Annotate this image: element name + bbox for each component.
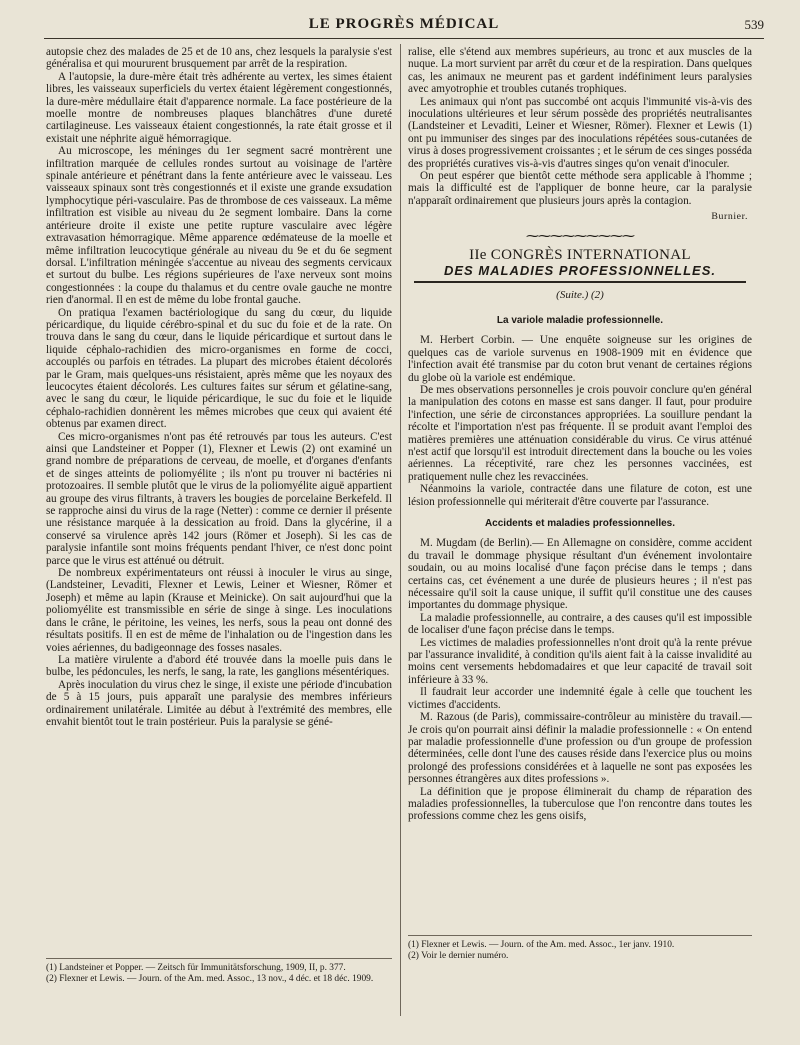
column-divider <box>400 44 401 1016</box>
footnote: (2) Flexner et Lewis. — Journ. of the Am. med. Assoc., 13 nov., 4 déc. et 18 déc. 1909. <box>46 974 374 984</box>
paragraph: La matière virulente a d'abord été trouvée dans la moelle puis dans le bulbe, les pédoncules, les nerfs, le sang, la rate, les ganglions mésentériques. <box>46 653 392 679</box>
left-column <box>46 46 392 728</box>
footnotes-left <box>46 958 392 985</box>
paragraph: M. Razous (de Paris), commissaire-contrôleur au ministère du travail.— Je crois qu'on pourrait ainsi définir la maladie professionnelle : « On entend par maladie professionnelle d'une profession ou d'un groupe de profession déterminées, celle dont l'une des causes réside dans l'exercice plus ou moins prolongé des professions considérées et à laquelle ne sont pas exposées les personnes étrangères aux dites professions ». <box>408 711 752 786</box>
footnote: (1) Landsteiner et Popper. — Zeitsch für Immunitätsforschung, 1909, II, p. 377. <box>46 963 346 973</box>
journal-title: LE PROGRÈS MÉDICAL <box>308 16 500 32</box>
author-signature: Burnier. <box>711 211 748 223</box>
paragraph: M. Herbert Corbin. — Une enquête soigneuse sur les origines de quelques cas de variole survenus en 1908-1909 mit en évidence que l'infection avait été transmise par du coton brut venant de certaines régions du globe où la variole est endémique. <box>408 334 752 384</box>
paragraph: A l'autopsie, la dure-mère était très adhérente au vertex, les simes étaient libres, les vaisseaux superficiels du vertex étaient légèrement congestionnés, la dure-mère médullaire était d'apparence normale. La face postérieure de la moelle montre de nombreuses plaques blanchâtres d'une dureté cartilagineuse. Les vaisseaux étaient congestionnés, la rate était grosse et il existait une néphrite aiguë hémorragique. <box>46 70 392 145</box>
paragraph: Les victimes de maladies professionnelles n'ont droit qu'à la rente prévue par l'assurance invalidité, à condition qu'ils aient fait à la caisse invalidité au moins cent versements hebdomadaires et que leur capacité de travail soit inférieure à 33 %. <box>408 636 752 686</box>
paragraph: ralise, elle s'étend aux membres supérieurs, au tronc et aux muscles de la nuque. La mort survient par arrêt du cœur et de la respiration. Dans quelques cas, les animaux ne meurent pas et gardent indéfiniment leurs paralysies avec amyotrophie et troubles cutanés trophiques. <box>408 46 752 96</box>
paragraph: Ces micro-organismes n'ont pas été retrouvés par tous les auteurs. C'est ainsi que Landsteiner et Popper (1), Flexner et Lewis (2) ont examiné un grand nombre de préparations de cerveau, de moelle, et d'organes d'enfants et de singes atteints de poliomyélite ; ils n'ont pu trouver ni bactéries ni protozoaires. Il semble plutôt que le virus de la poliomyélite aiguë appartient au groupe des virus filtrants, à travers les bougies de porcelaine Berkefeld. Il se rapproche ainsi du virus de la rage (Netter) : comme ce dernier il présente une résistance marquée à la dessication au froid. Dans la glycérine, il a conservé sa virulence après 142 jours (Römer et Joseph). Si les cas de paralysie infantile sont moins fréquents pendant l'hiver, ce n'est donc point parce que le virus est atténué ou détruit. <box>46 430 392 567</box>
paragraph: De mes observations personnelles je crois pouvoir conclure qu'en général la manipulation des cotons en masse est sans danger. Il faut, pour produire l'infection, une série de circonstances appropriées. La souillure pendant la récolte et l'importation n'est pas fréquente. Il se produit avant l'emploi des matières premières une atténuation considérable du virus. Ce virus atténué n'est actif que lorsqu'il est introduit directement dans la bouche ou les voies aériennes. La réceptivité, rare chez les personnes vaccinées, est pratiquement nulle chez les revaccinées. <box>408 383 752 483</box>
section-subtitle: DES MALADIES PROFESSIONNELLES. <box>414 265 746 282</box>
paragraph: On peut espérer que bientôt cette méthode sera applicable à l'homme ; mais la difficulté est de l'appliquer de bonne heure, car la paralysie n'apparaît ordinairement que plusieurs jours après la contagion. <box>408 170 752 207</box>
paragraph: On pratiqua l'examen bactériologique du sang du cœur, du liquide péricardique, du liquide cérébro-spinal et du suc du foie et de la rate. On trouva dans le sang du cœur, dans le liquide péricardique et surtout dans le liquide céphalo-rachidien des micro-organismes en forme de cocci, accouplés ou parfois en tétrades. La plupart des microbes étaient décolorés par le Gram, mais quelques-uns résistaient, après même que les noyaux des leucocytes étaient décolorés. Les cultures faites sur sérum et gélatine-sang, avec le sang du cœur, le liquide péricardique, le suc du foie et le liquide céphalo-rachidien donnèrent les mêmes microbes que ceux qui avaient été obtenus par examen direct. <box>46 306 392 431</box>
subsection-heading: La variole maladie professionnelle. <box>496 314 664 326</box>
paragraph: Les animaux qui n'ont pas succombé ont acquis l'immunité vis-à-vis des inoculations ultérieures et leur sérum possède des propriétés neutralisantes (Landsteiner et Levaditi, Leiner et Wiesner, Römer). Flexner et Lewis (1) ont pu immuniser des singes par des inoculations répétées sous-cutanées de virus à doses progressivement croissantes ; et le sérum de ces singes posséda des propriétés curatives vis-à-vis d'autres singes qu'on venait d'inoculer. <box>408 95 752 170</box>
paragraph: Néanmoins la variole, contractée dans une filature de coton, est une lésion professionnelle qui mériterait d'être couverte par l'assurance. <box>408 483 752 508</box>
ornament-divider: ⁓⁓⁓⁓⁓⁓⁓⁓⁓ <box>526 227 634 243</box>
right-column <box>408 46 752 823</box>
footnotes-right <box>408 935 752 962</box>
paragraph: M. Mugdam (de Berlin).— En Allemagne on considère, comme accident du travail le dommage physique résultant d'un événement involontaire soudain, ou au moins localisé d'une façon précise dans le temps ; dans certains cas, cet événement a une durée de plusieurs heures ; il n'est pas nécessaire qu'il soit la cause unique, il suffit qu'il constitue une des causes importantes du dommage physique. <box>408 537 752 612</box>
paragraph: Après inoculation du virus chez le singe, il existe une période d'incubation de 5 à 15 jours, puis apparaît une paralysie des membres inférieurs ordinairement unilatérale. Limitée au début à l'extrémité des membres, elle envahit bientôt tout le train postérieur. Puis la paralysie se géné- <box>46 678 392 728</box>
continuation-note: (Suite.) (2) <box>556 288 604 301</box>
paragraph: La définition que je propose éliminerait du champ de réparation des maladies professionnelles, la tuberculose que l'on rencontre dans toutes les professions comme chez les gens oisifs, <box>408 785 752 823</box>
paragraph: La maladie professionnelle, au contraire, a des causes qu'il est impossible de localiser d'une façon précise dans le temps. <box>408 611 752 637</box>
paragraph: De nombreux expérimentateurs ont réussi à inoculer le virus au singe, (Landsteiner, Levaditi, Flexner et Lewis, Leiner et Wiesner, Römer et Joseph) et même au lapin (Krause et Meinicke). On sait aujourd'hui que la poliomyélite est transmissible en série de singe à singe. Les inoculations dans le crâne, le péritoine, les veines, les nerfs, sous la peau ont donné des résultats positifs. Il en est de même de l'inhalation ou de l'ingestion dans les voies aériennes, du badigeonnage des fosses nasales. <box>46 567 392 654</box>
subsection-heading: Accidents et maladies professionnelles. <box>484 518 676 529</box>
paragraph: Il faudrait leur accorder une indemnité égale à celle que touchent les victimes d'accidents. <box>408 686 752 711</box>
paragraph: autopsie chez des malades de 25 et de 10 ans, chez lesquels la paralysie s'est généralisa et qui moururent brusquement par arrêt de la respiration. <box>46 46 392 71</box>
footnote: (2) Voir le dernier numéro. <box>408 951 509 961</box>
page-number: 539 <box>744 17 764 32</box>
section-title: IIe CONGRÈS INTERNATIONAL <box>469 247 691 264</box>
page-header <box>44 10 764 39</box>
paragraph: Au microscope, les méninges du 1er segment sacré montrèrent une infiltration marquée de cellules rondes surtout au voisinage de l'artère spinale antérieure et pénétrant dans la fente antérieure avec le vaisseau. Les vaisseaux spinaux sont très congestionnés et il existe une grande exsudation lymphocytique péri-vasculaire. Pas de thrombose de ces vaisseaux. La même infiltration est visible au niveau du 2e segment lombaire. Dans la corne antérieure droite il existe une petite rupture vasculaire avec légère extravasation hémorragique. Même apparence œdémateuse de la moelle et même infiltration leucocytique générale au niveau du 9e et du 6e segment dorsal. L'infiltration méningée s'accentue au niveau des segments cervicaux et surtout du bulbe. Les régions supérieures de l'axe nerveux sont moins congestionnées : la coupe du thalamus et du centre ovale gauche ne montre rien d'anormal. Il en est de même du lobe frontal gauche. <box>46 145 392 307</box>
footnote: (1) Flexner et Lewis. — Journ. of the Am. med. Assoc., 1er janv. 1910. <box>408 940 675 950</box>
